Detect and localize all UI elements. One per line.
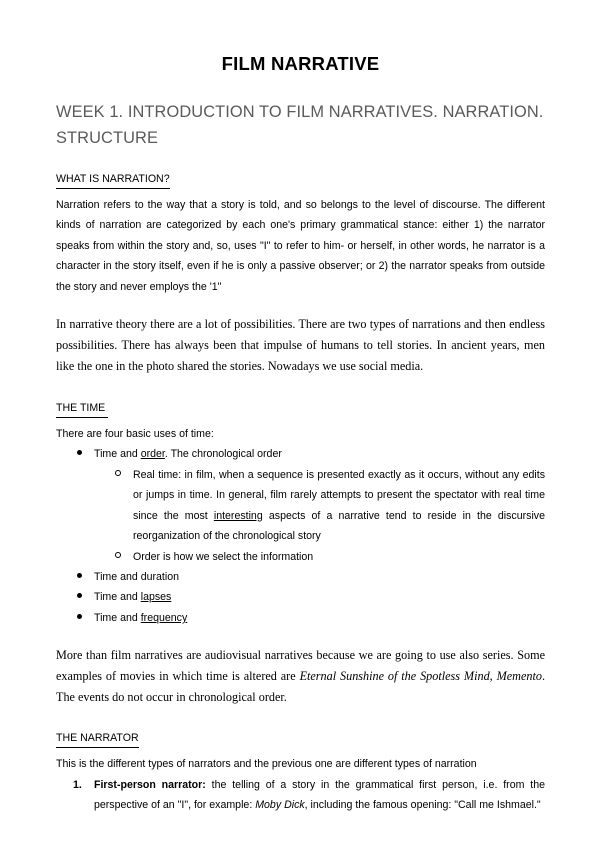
list-item-text: [94, 571, 179, 583]
week-heading: WEEK 1. INTRODUCTION TO FILM NARRATIVES. NARRATION. STRUCTURE: [56, 103, 544, 147]
list-item: [94, 465, 545, 547]
list-item-text: [94, 591, 171, 603]
bullet-filled-icon: [77, 587, 87, 606]
list-item-text-underlined: frequency: [140, 611, 188, 624]
film-title-eternal-sunshine: Eternal Sunshine of the Spotless Mind: [299, 669, 490, 684]
list-item: [56, 567, 545, 587]
list-item-text-lead: Time and duration: [94, 571, 179, 584]
list-item-marker: 1.: [73, 778, 82, 791]
list-item-text-lead: Order is how we select the information: [133, 550, 314, 563]
list-item-text-lead: Time and: [94, 448, 141, 461]
list-item-text-underlined: order: [140, 448, 165, 461]
list-item-text: [133, 551, 313, 563]
section-heading-the-narrator: THE NARRATOR: [56, 731, 139, 748]
list-item-text-underlined: lapses: [140, 591, 172, 604]
list-item-text: [133, 469, 545, 542]
bullet-hollow-icon: [115, 465, 125, 484]
list-item: [56, 608, 545, 628]
list-item: [56, 775, 545, 816]
page-title: FILM NARRATIVE: [221, 53, 380, 74]
time-order-sublist: [94, 465, 545, 567]
document-content: [56, 0, 545, 815]
section-heading-the-time: THE TIME: [56, 401, 108, 418]
audiovisual-line-1: More than film narratives are audiovisual narratives because we are going to use also series.: [56, 648, 514, 663]
narration-paragraph: Narration refers to the way that a story is told, and so belongs to the level of discourse. The different kinds of narration are categorized by each one's primary grammatical stance: either 1) the narrator speaks from within the story and, so, uses "I" to refer to him- or herself, in other words, he narrator is a character in the story itself, even if he is only a passive observer; or 2) the narrator speaks from outside the story and never employs the '1": [56, 198, 545, 293]
audiovisual-line-2-lead: Some examples of movies in which time is altered are: [56, 648, 545, 684]
list-item-text-lead: the telling of a story in the grammatical first person, i.e. from the perspective of an "I", for example:: [94, 778, 545, 812]
list-item-text-tail: . The chronological order: [164, 448, 282, 461]
bullet-filled-icon: [77, 567, 87, 586]
book-title-moby-dick: Moby Dick: [255, 799, 305, 812]
bullet-hollow-icon: [115, 547, 125, 566]
list-item-text-lead: Time and: [94, 611, 141, 624]
narrator-type-label: First-person narrator:: [94, 778, 206, 791]
list-item-text-tail: aspects of a narrative tend to reside in the discursive reorganization of the chronological story: [133, 509, 545, 543]
time-intro-text: There are four basic uses of time:: [56, 427, 214, 440]
list-item-text-underlined: interesting: [213, 509, 263, 522]
section-narrator-heading-row: [56, 708, 545, 748]
list-item-text-lead: Time and: [94, 591, 141, 604]
section-narration-heading-row: [56, 151, 545, 189]
narrative-theory-paragraph: In narrative theory there are a lot of possibilities. There are two types of narrations and then endless possibilities. There has always been that impulse of humans to tell stories. In ancient years, men like the one in the photo shared the stories. Nowadays we use social media.: [56, 317, 545, 374]
audiovisual-line-2-tail: . The events do not occur in chronological order.: [56, 669, 546, 705]
list-item-text: [94, 612, 187, 624]
list-item-text-tail: , including the famous opening: "Call me Ishmael.": [304, 799, 541, 812]
audiovisual-narratives-paragraph: [56, 628, 545, 708]
bullet-filled-icon: [77, 444, 87, 463]
section-heading-what-is-narration: WHAT IS NARRATION?: [56, 172, 170, 189]
section-time-heading-row: [56, 377, 545, 418]
list-item-text: [94, 779, 545, 811]
film-title-memento: Memento: [496, 669, 542, 684]
list-item-text: [94, 448, 282, 460]
narrator-types-list: [56, 775, 545, 816]
list-item: [94, 547, 545, 567]
list-item-text-lead: Real time: in film, when a sequence is presented exactly as it occurs, without any edits or jumps in time. In general, film rarely attempts to present the spectator with real time since the most: [133, 468, 545, 522]
list-item: [56, 587, 545, 607]
time-uses-list: [56, 444, 545, 628]
narrator-intro-text: This is the different types of narrators and the previous one are different types of narration: [56, 758, 477, 771]
list-item: [56, 444, 545, 567]
audiovisual-separator: ,: [489, 669, 497, 684]
bullet-filled-icon: [77, 608, 87, 627]
